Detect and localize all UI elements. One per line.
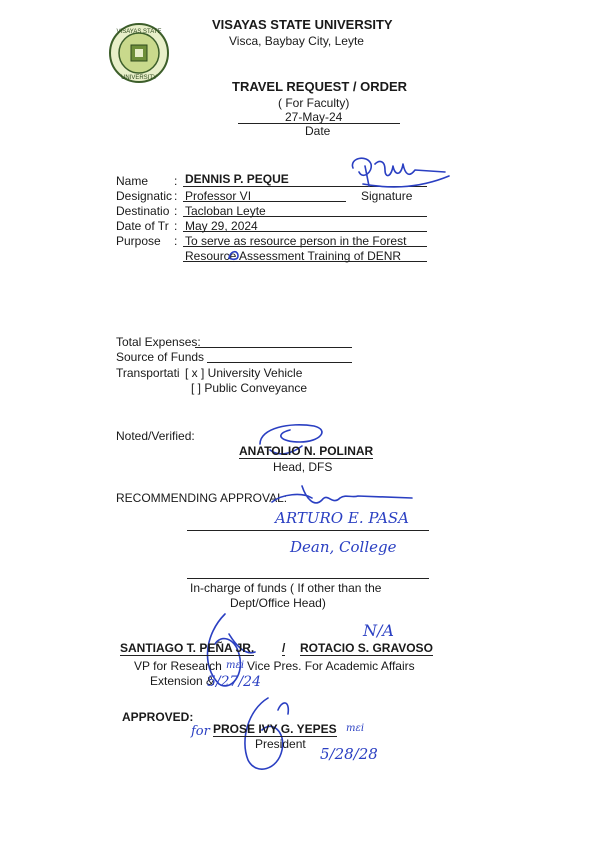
purpose-line2: Resource Assessment Training of DENR: [185, 249, 402, 263]
vp-date: 5/27/24: [207, 674, 261, 690]
designation-line: [183, 201, 346, 202]
date-label: Date: [305, 124, 331, 138]
purpose-colon: :: [174, 234, 178, 248]
date-travel-label: Date of Tr: [116, 219, 169, 233]
purpose-line1: To serve as resource person in the Forest: [185, 234, 407, 248]
designation-value: Professor VI: [185, 189, 252, 203]
recommending-label: RECOMMENDING APPROVAL:: [116, 491, 288, 505]
peque-signature: [345, 150, 455, 205]
resource-inkmark: [226, 248, 242, 262]
date-travel-colon: :: [174, 219, 178, 233]
form-title: TRAVEL REQUEST / ORDER: [232, 79, 408, 94]
designation-label: Designatic: [116, 189, 173, 203]
signature-label: Signature: [361, 189, 413, 203]
source-funds-line: [207, 362, 352, 363]
president-date: 5/28/28: [320, 745, 378, 763]
destination-line: [183, 216, 427, 217]
vp1-title-line2: Extension &: [150, 674, 215, 688]
purpose-label: Purpose: [116, 234, 161, 248]
vp-na: N/A: [363, 621, 394, 640]
purpose-rule1: [183, 246, 427, 247]
rec-handwritten-name: ARTURO E. PASA: [275, 509, 410, 527]
name-value: DENNIS P. PEQUE: [185, 172, 289, 186]
president-initial-note: mɛi: [346, 723, 365, 734]
approved-label: APPROVED:: [122, 710, 194, 724]
transport-label: Transportati: [116, 366, 180, 380]
noted-title: Head, DFS: [273, 460, 333, 474]
vp2-title: Vice Pres. For Academic Affairs: [247, 659, 415, 673]
transport-option-public: [ ] Public Conveyance: [191, 381, 308, 395]
vp1-title-line1: VP for Research: [134, 659, 222, 673]
destination-colon: :: [174, 204, 178, 218]
seal-bottom-text: UNIVERSITY: [120, 75, 158, 81]
for-note: for: [191, 724, 210, 739]
vp-for-note: mɛi: [226, 660, 245, 671]
name-colon: :: [174, 174, 178, 188]
designation-colon: :: [174, 189, 178, 203]
date-travel-value: May 29, 2024: [185, 219, 258, 233]
recommending-line: [187, 530, 429, 531]
source-funds-label: Source of Funds: [116, 350, 205, 364]
incharge-line2: Dept/Office Head): [230, 596, 326, 610]
university-address: Visca, Baybay City, Leyte: [229, 34, 364, 48]
transport-option-vehicle: [ x ] University Vehicle: [185, 366, 303, 380]
university-name: VISAYAS STATE UNIVERSITY: [212, 17, 393, 32]
vp1-name: SANTIAGO T. PEÑA JR.: [120, 641, 255, 655]
seal-top-text: VISAYAS STATE: [116, 29, 162, 35]
president-title: President: [255, 737, 306, 751]
purpose-rule2: [183, 261, 427, 262]
total-expenses-line: [195, 347, 352, 348]
rec-handwritten-title: Dean, College: [290, 538, 397, 556]
destination-label: Destinatio: [116, 204, 170, 218]
date-travel-line: [183, 231, 427, 232]
university-seal: [108, 22, 170, 89]
destination-value: Tacloban Leyte: [185, 204, 266, 218]
noted-name: ANATOLIO N. POLINAR: [239, 444, 374, 458]
president-name: PROSE IVY G. YEPES: [213, 722, 337, 736]
vp-separator: /: [282, 641, 286, 655]
total-expenses-label: Total Expenses:: [116, 335, 201, 349]
incharge-line: [187, 578, 429, 579]
name-label: Name: [116, 174, 149, 188]
noted-label: Noted/Verified:: [116, 429, 195, 443]
vp2-name: ROTACIO S. GRAVOSO: [300, 641, 433, 655]
form-subtitle: ( For Faculty): [278, 96, 350, 110]
date-value: 27-May-24: [285, 110, 343, 124]
incharge-line1: In-charge of funds ( If other than the: [190, 581, 382, 595]
